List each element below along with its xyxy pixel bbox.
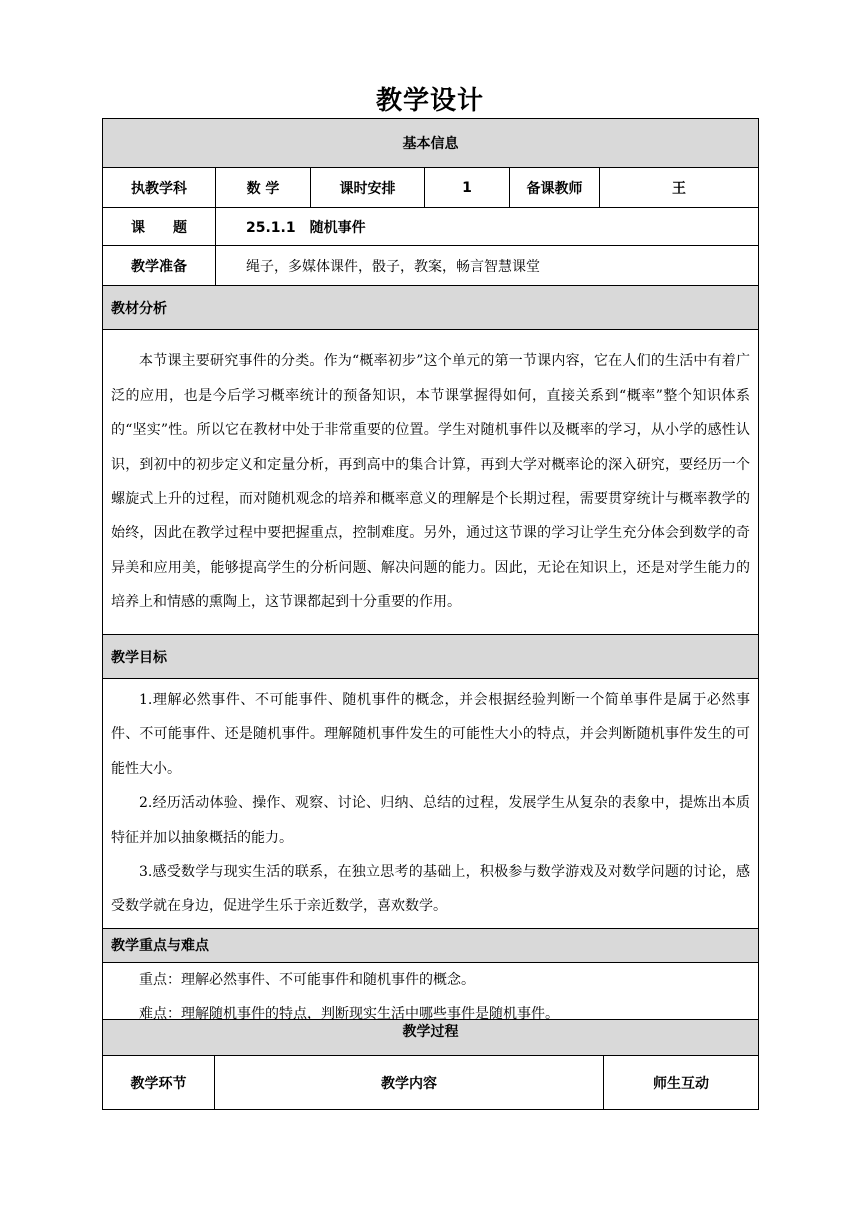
teacher-value: 王 [600, 168, 759, 208]
section-basic-info: 基本信息 [103, 119, 759, 168]
objective-item: 2.经历活动体验、操作、观察、讨论、归纳、总结的过程，发展学生从复杂的表象中，提炼出本质特征并加以抽象概括的能力。 [111, 795, 750, 846]
section-objectives: 教学目标 [103, 635, 759, 679]
col-stage-header: 教学环节 [103, 1056, 215, 1110]
objective-item: 1.理解必然事件、不可能事件、随机事件的概念，并会根据经验判断一个简单事件是属于必然事件、不可能事件、还是随机事件。理解随机事件发生的可能性大小的特点，并会判断随机事件发生的可能性大小。 [111, 692, 750, 777]
key-point-item: 难点：理解随机事件的特点，判断现实生活中哪些事件是随机事件。 [139, 1006, 559, 1023]
hours-label: 课时安排 [311, 168, 425, 208]
subject-label: 执教学科 [103, 168, 216, 208]
topic-label: 课 题 [103, 208, 216, 246]
col-content-header: 教学内容 [215, 1056, 604, 1110]
process-title: 教学过程 [103, 1020, 759, 1056]
material-analysis-text [103, 330, 759, 635]
subject-value: 数 学 [216, 168, 311, 208]
col-interaction-header: 师生互动 [604, 1056, 759, 1110]
hours-value: 1 [425, 168, 510, 208]
prep-value: 绳子，多媒体课件，骰子，教案，畅言智慧课堂 [216, 246, 759, 286]
process-table [102, 1019, 759, 1110]
section-material-analysis: 教材分析 [103, 286, 759, 330]
basic-info-table [102, 118, 759, 1033]
key-point-item: 重点：理解必然事件、不可能事件和随机事件的概念。 [139, 971, 475, 988]
topic-value: 25.1.1 随机事件 [216, 208, 759, 246]
teacher-label: 备课教师 [510, 168, 600, 208]
page-title: 教学设计 [375, 86, 484, 116]
section-key-points: 教学重点与难点 [103, 928, 759, 962]
material-analysis-paragraph: 本节课主要研究事件的分类。作为“概率初步”这个单元的第一节课内容，它在人们的生活中有着广泛的应用，也是今后学习概率统计的预备知识，本节课掌握得如何，直接关系到“概率”整个知识体系的“坚实”性。所以它在教材中处于非常重要的位置。学生对随机事件以及概率的学习，从小学的感性认识，到初中的初步定义和定量分析，再到高中的集合计算，再到大学对概率论的深入研究，要经历一个螺旋式上升的过程，而对随机观念的培养和概率意义的理解是个长期过程，需要贯穿统计与概率教学的始终，因此在教学过程中要把握重点，控制难度。另外，通过这节课的学习让学生充分体会到数学的奇异美和应用美，能够提高学生的分析问题、解决问题的能力。因此，无论在知识上，还是对学生能力的培养上和情感的熏陶上，这节课都起到十分重要的作用。 [111, 353, 750, 611]
objectives-text [103, 679, 759, 929]
prep-label: 教学准备 [103, 246, 216, 286]
objective-item: 3.感受数学与现实生活的联系，在独立思考的基础上，积极参与数学游戏及对数学问题的讨论，感受数学就在身边，促进学生乐于亲近数学，喜欢数学。 [111, 864, 750, 915]
